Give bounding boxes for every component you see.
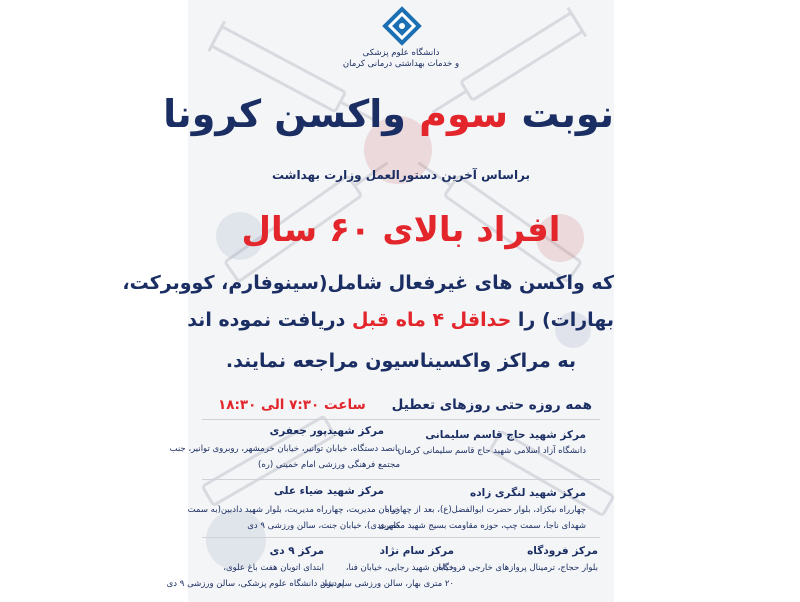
title-part2: واکسن کرونا <box>163 92 406 136</box>
divider <box>202 537 600 538</box>
center-name: مرکز شهید ضیاء علی <box>273 485 384 497</box>
center-name: مرکز شهیدپور جعفری <box>269 425 384 437</box>
body-line-1: که واکسن های غیرفعال شامل(سینوفارم، کووبرکت، <box>122 272 614 294</box>
center-address-line: شهدای ناجا، سمت چپ، حوزه مقاومت بسیج شهید مطهری <box>378 521 586 531</box>
university-emblem-icon <box>382 6 422 48</box>
working-hours: ساعت ۷:۳۰ الی ۱۸:۳۰ <box>218 397 366 413</box>
center-address-line: بلوار حجاج، ترمینال پروازهای خارجی فرودگاه <box>438 563 598 573</box>
center-address-line: ابتدای اتوبان هفت باغ علوی، <box>223 563 324 573</box>
university-name-line1: دانشگاه علوم پزشکی <box>362 48 440 58</box>
title-accent: سوم <box>419 92 509 136</box>
body-line-2a: بهارات) را <box>517 309 614 331</box>
vaccine-poster <box>122 0 614 602</box>
center-address-line: پردیس دانشگاه علوم پزشکی، سالن ورزشی ۹ دی <box>166 579 344 589</box>
center-name: مرکز شهید حاج قاسم سلیمانی <box>425 429 586 441</box>
body-line-3: به مراکز واکسیناسیون مراجعه نمایند. <box>225 350 577 372</box>
center-address-line: دانشگاه آزاد اسلامی شهید حاج قاسم سلیمانی کرمان <box>398 446 586 456</box>
divider <box>202 479 600 480</box>
divider <box>202 419 600 420</box>
center-name: مرکز سام نژاد <box>379 545 454 557</box>
subtitle: براساس آخرین دستورالعمل وزارت بهداشت <box>271 168 531 182</box>
center-address-line: ۲۰ متری بهار، سالن ورزشی سام نژاد <box>320 579 454 589</box>
university-name-line2: و خدمات بهداشتی درمانی کرمان <box>342 59 460 69</box>
center-name: مرکز شهید لنگری زاده <box>470 487 586 499</box>
body-line-2c: دریافت نموده اند <box>187 309 346 331</box>
center-address-line: چهارراه نیکزاد، بلوار حضرت ابوالفضل(ع)، بعد از چهارراه <box>384 505 586 515</box>
university-name <box>328 48 474 70</box>
center-address-line: خیابان مدیریت، چهارراه مدیریت، بلوار شهید دادبین(به سمت <box>187 505 400 515</box>
center-address-line: کمربندی)، خیابان جنت، سالن ورزشی ۹ دی <box>247 521 400 531</box>
body-line-2 <box>188 309 614 331</box>
target-audience: افراد بالای ۶۰ سال <box>241 210 561 250</box>
center-address-line: پانصد دستگاه، خیابان توانیر، خیابان خرمشهر، روبروی توانیر، جنب <box>169 444 400 454</box>
center-address-line: مجتمع فرهنگی ورزشی امام خمینی (ره) <box>258 460 400 470</box>
center-address-line: خیابان شهید رجایی، خیابان فنا، <box>345 563 454 573</box>
title-part1: نوبت <box>521 92 614 136</box>
center-name: مرکز فرودگاه <box>527 545 598 557</box>
center-name: مرکز ۹ دی <box>269 545 324 557</box>
minimum-interval: حداقل ۴ ماه قبل <box>351 309 512 331</box>
everyday-note: همه روزه حتی روزهای تعطیل <box>391 397 592 413</box>
poster-title <box>163 92 614 136</box>
